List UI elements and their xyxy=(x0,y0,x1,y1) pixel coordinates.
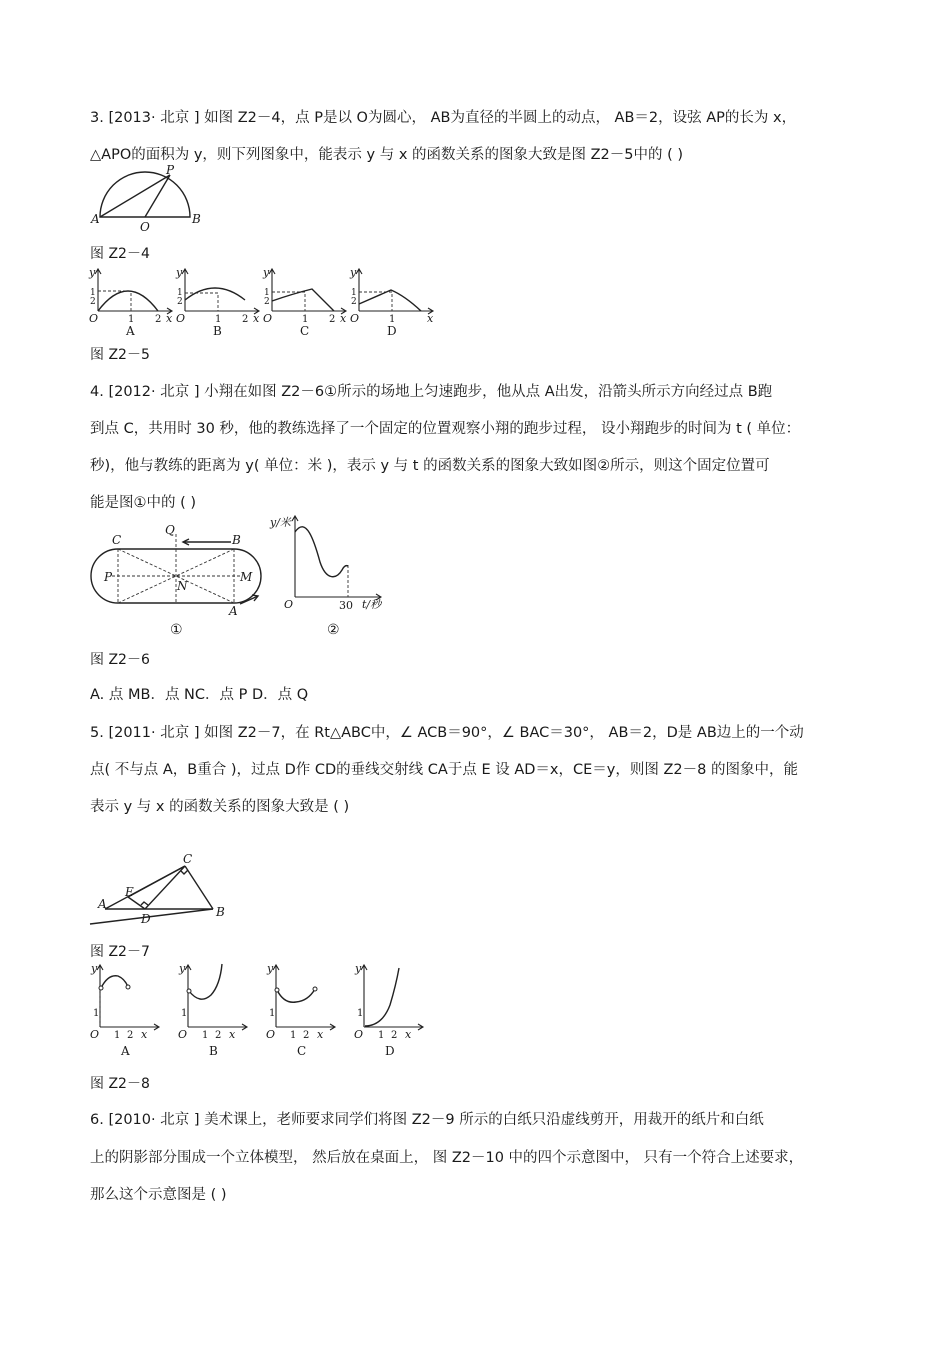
label-n: N xyxy=(177,579,188,593)
x-tick-2: 2 xyxy=(329,314,336,325)
x-axis-label: x xyxy=(166,312,173,325)
z2-5-option-d-graph xyxy=(349,266,439,336)
origin-label: O xyxy=(178,1028,188,1041)
option-d-label: D xyxy=(385,1044,395,1058)
y-tick-denominator: 2 xyxy=(264,297,270,307)
q5-text-line-3: 表示 y 与 x 的函数关系的图象大致是 ( ) xyxy=(90,799,350,815)
origin-label: O xyxy=(90,1028,100,1041)
z2-8-option-d-graph xyxy=(352,960,437,1060)
q4-answer-options: A. 点 MB．点 NC．点 P D．点 Q xyxy=(90,687,309,703)
x-tick-1: 1 xyxy=(378,1030,385,1041)
option-c-label: C xyxy=(300,324,310,338)
origin-label: O xyxy=(263,312,273,325)
x-tick-2: 2 xyxy=(303,1030,310,1041)
x-tick-2: 2 xyxy=(391,1030,398,1041)
figure-z2-4-semicircle xyxy=(88,165,213,233)
z2-8-option-c-graph xyxy=(264,960,349,1060)
label-b: B xyxy=(232,533,241,547)
label-m: M xyxy=(240,570,253,584)
origin-label: O xyxy=(89,312,99,325)
y-axis-label: y xyxy=(89,266,96,279)
q4-text-line-1: 4. [2012· 北京 ] 小翔在如图 Z2－6①所示的场地上匀速跑步，他从点 A出发，沿箭头所示方向经过点 B跑 xyxy=(90,384,773,400)
y-axis-label: y xyxy=(350,266,357,279)
label-d: D xyxy=(141,912,151,926)
origin-label: O xyxy=(266,1028,276,1041)
caption-fig-z2-4: 图 Z2－4 xyxy=(90,246,150,262)
y-tick-1: 1 xyxy=(269,1008,276,1019)
y-tick-denominator: 2 xyxy=(90,297,96,307)
y-tick-numerator: 1 xyxy=(264,288,270,298)
q4-text-line-3: 秒)，他与教练的距离为 y( 单位：米 )，表示 y 与 t 的函数关系的图象大致如图②所示，则这个固定位置可 xyxy=(90,458,770,474)
figure-z2-6-distance-graph xyxy=(270,510,395,640)
y-axis-label: y/米 xyxy=(270,516,291,529)
x-tick-2: 2 xyxy=(127,1030,134,1041)
y-axis-label: y xyxy=(91,962,98,975)
option-b-label: B xyxy=(209,1044,218,1058)
option-d-label: D xyxy=(387,324,397,338)
x-tick-2: 2 xyxy=(215,1030,222,1041)
q4-text-line-2: 到点 C，共用时 30 秒，他的教练选择了一个固定的位置观察小翔的跑步过程， 设小翔跑步的时间为 t ( 单位： xyxy=(90,421,801,437)
q4-text-line-4: 能是图①中的 ( ) xyxy=(90,495,197,511)
x-axis-label: x xyxy=(317,1028,324,1041)
y-axis-label: y xyxy=(263,266,270,279)
z2-5-option-a-graph xyxy=(88,266,178,336)
label-c: C xyxy=(112,533,122,547)
q5-text-line-1: 5. [2011· 北京 ] 如图 Z2－7，在 Rt△ABC中，∠ ACB＝90°，∠ BAC＝30°， AB＝2，D是 AB边上的一个动 xyxy=(90,725,804,741)
z2-5-option-c-graph xyxy=(262,266,352,336)
y-axis-label: y xyxy=(355,962,362,975)
x-axis-label: x xyxy=(253,312,260,325)
caption-fig-z2-5: 图 Z2－5 xyxy=(90,347,150,363)
y-tick-numerator: 1 xyxy=(90,288,96,298)
x-tick-1: 1 xyxy=(290,1030,297,1041)
option-c-label: C xyxy=(297,1044,307,1058)
t-tick-30: 30 xyxy=(339,599,353,612)
x-tick-1: 1 xyxy=(114,1030,121,1041)
t-axis-label: t/秒 xyxy=(362,598,382,611)
q3-text-line-2: △APO的面积为 y，则下列图象中，能表示 y 与 x 的函数关系的图象大致是图 Z2－5中的 ( ) xyxy=(90,147,684,163)
option-b-label: B xyxy=(213,324,222,338)
label-p: P xyxy=(104,570,113,584)
figure-z2-7-triangle xyxy=(88,850,233,930)
label-o: O xyxy=(140,220,150,234)
caption-fig-z2-7: 图 Z2－7 xyxy=(90,944,150,960)
x-axis-label: x xyxy=(229,1028,236,1041)
caption-fig-z2-6: 图 Z2－6 xyxy=(90,652,150,668)
x-axis-label: x xyxy=(427,312,434,325)
q6-text-line-2: 上的阴影部分围成一个立体模型， 然后放在桌面上， 图 Z2－10 中的四个示意图中， 只有一个符合上述要求， xyxy=(90,1150,804,1166)
option-a-label: A xyxy=(121,1044,130,1058)
label-b: B xyxy=(216,905,225,919)
y-axis-label: y xyxy=(176,266,183,279)
y-axis-label: y xyxy=(267,962,274,975)
y-tick-1: 1 xyxy=(357,1008,364,1019)
z2-8-option-a-graph xyxy=(88,960,173,1060)
label-a: A xyxy=(98,897,107,911)
x-axis-label: x xyxy=(141,1028,148,1041)
z2-8-option-b-graph xyxy=(176,960,261,1060)
origin-label: O xyxy=(350,312,360,325)
y-axis-label: y xyxy=(179,962,186,975)
subfigure-2-label: ② xyxy=(327,622,340,638)
label-p: P xyxy=(166,163,175,177)
x-tick-1: 1 xyxy=(302,314,309,325)
y-tick-1: 1 xyxy=(181,1008,188,1019)
origin-label: O xyxy=(176,312,186,325)
x-tick-2: 2 xyxy=(155,314,162,325)
q5-text-line-2: 点( 不与点 A，B重合 )，过点 D作 CD的垂线交射线 CA于点 E 设 AD＝x，CE＝y，则图 Z2－8 的图象中，能 xyxy=(90,762,798,778)
label-e: E xyxy=(125,885,134,899)
label-b: B xyxy=(192,212,201,226)
y-tick-numerator: 1 xyxy=(177,288,183,298)
caption-fig-z2-8: 图 Z2－8 xyxy=(90,1076,150,1092)
z2-5-option-b-graph xyxy=(175,266,265,336)
q3-text-line-1: 3. [2013· 北京 ] 如图 Z2－4，点 P是以 O为圆心， AB为直径的半圆上的动点， AB＝2，设弦 AP的长为 x， xyxy=(90,110,797,126)
x-axis-label: x xyxy=(405,1028,412,1041)
y-tick-denominator: 2 xyxy=(177,297,183,307)
q6-text-line-1: 6. [2010· 北京 ] 美术课上，老师要求同学们将图 Z2－9 所示的白纸只沿虚线剪开，用裁开的纸片和白纸 xyxy=(90,1112,764,1128)
y-tick-denominator: 2 xyxy=(351,297,357,307)
subfigure-1-label: ① xyxy=(170,622,183,638)
x-tick-2: 2 xyxy=(242,314,249,325)
option-a-label: A xyxy=(126,324,135,338)
label-q: Q xyxy=(165,523,175,537)
x-tick-1: 1 xyxy=(389,314,396,325)
y-tick-numerator: 1 xyxy=(351,288,357,298)
x-axis-label: x xyxy=(340,312,347,325)
y-tick-1: 1 xyxy=(93,1008,100,1019)
origin-label: O xyxy=(284,598,294,611)
label-a: A xyxy=(91,212,100,226)
x-tick-1: 1 xyxy=(128,314,135,325)
label-a: A xyxy=(229,604,238,618)
x-tick-1: 1 xyxy=(202,1030,209,1041)
label-c: C xyxy=(183,852,193,866)
figure-z2-6-running-field xyxy=(88,522,268,640)
q6-text-line-3: 那么这个示意图是 ( ) xyxy=(90,1187,227,1203)
x-tick-1: 1 xyxy=(215,314,222,325)
origin-label: O xyxy=(354,1028,364,1041)
